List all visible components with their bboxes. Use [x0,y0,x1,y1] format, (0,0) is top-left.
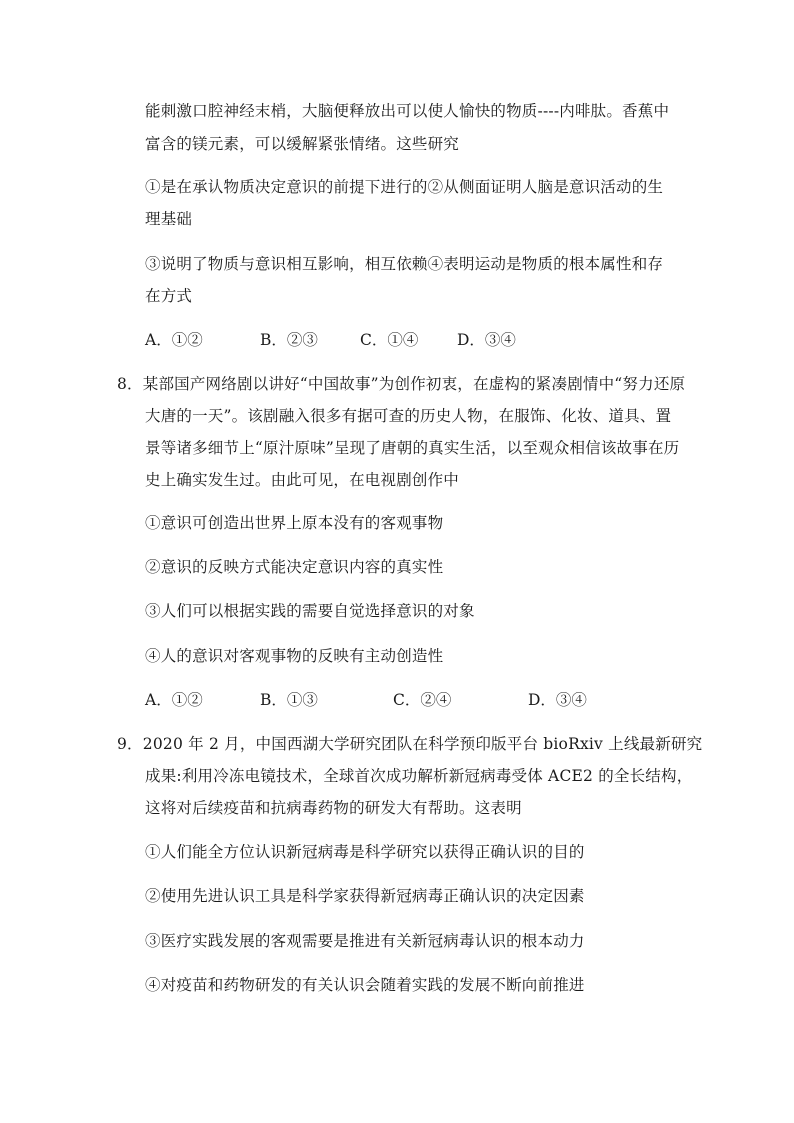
q8-stem-line-4: 史上确实发生过。由此可见，在电视剧创作中 [145,471,460,489]
q7-statement-3-4: ③说明了物质与意识相互影响，相互依赖④表明运动是物质的根本属性和存 [145,255,664,273]
q9-stem-line-2: 成果:利用冷冻电镜技术，全球首次成功解析新冠病毒受体 ACE2 的全长结构， [145,767,693,785]
q9-statement-2: ②使用先进认识工具是科学家获得新冠病毒正确认识的决定因素 [145,887,585,905]
q8-stem-line-1: 8．某部国产网络剧以讲好“中国故事”为创作初衷，在虚构的紧凑剧情中“努力还原 [117,375,686,393]
q8-statement-4: ④人的意识对客观事物的反映有主动创造性 [145,647,444,665]
q7-statement-3-4-wrap: 在方式 [145,287,193,305]
q8-option-d[interactable]: D．③④ [528,691,587,709]
q8-statement-2: ②意识的反映方式能决定意识内容的真实性 [145,558,444,576]
q7-stem-line-1: 能刺激口腔神经末梢，大脑便释放出可以使人愉快的物质----内啡肽。香蕉中 [145,102,670,120]
q7-option-d[interactable]: D．③④ [457,331,516,349]
q9-statement-4: ④对疫苗和药物研发的有关认识会随着实践的发展不断向前推进 [145,976,585,994]
q8-option-a[interactable]: A．①② [145,691,203,709]
q9-statement-3: ③医疗实践发展的客观需要是推进有关新冠病毒认识的根本动力 [145,932,585,950]
q7-statement-1-2-wrap: 理基础 [145,210,193,228]
q7-statement-1-2: ①是在承认物质决定意识的前提下进行的②从侧面证明人脑是意识活动的生 [145,178,664,196]
q9-stem-line-1: 9．2020 年 2 月，中国西湖大学研究团队在科学预印版平台 bioRxiv 上线最新研究 [117,735,703,753]
q7-stem-line-2: 富含的镁元素，可以缓解紧张情绪。这些研究 [145,135,460,153]
q8-statement-3: ③人们可以根据实践的需要自觉选择意识的对象 [145,602,475,620]
q8-option-c[interactable]: C．②④ [393,691,452,709]
q9-stem-line-3: 这将对后续疫苗和抗病毒药物的研发大有帮助。这表明 [145,799,522,817]
q8-option-b[interactable]: B．①③ [260,691,318,709]
q9-statement-1: ①人们能全方位认识新冠病毒是科学研究以获得正确认识的目的 [145,843,585,861]
q7-option-c[interactable]: C．①④ [360,331,419,349]
q7-option-b[interactable]: B．②③ [260,331,318,349]
q8-stem-line-2: 大唐的一天”。该剧融入很多有据可查的历史人物，在服饰、化妆、道具、置 [145,407,672,425]
q8-stem-line-3: 景等诸多细节上“原汁原味”呈现了唐朝的真实生活，以至观众相信该故事在历 [145,439,680,457]
q8-statement-1: ①意识可创造出世界上原本没有的客观事物 [145,514,444,532]
q7-option-a[interactable]: A．①② [145,331,203,349]
